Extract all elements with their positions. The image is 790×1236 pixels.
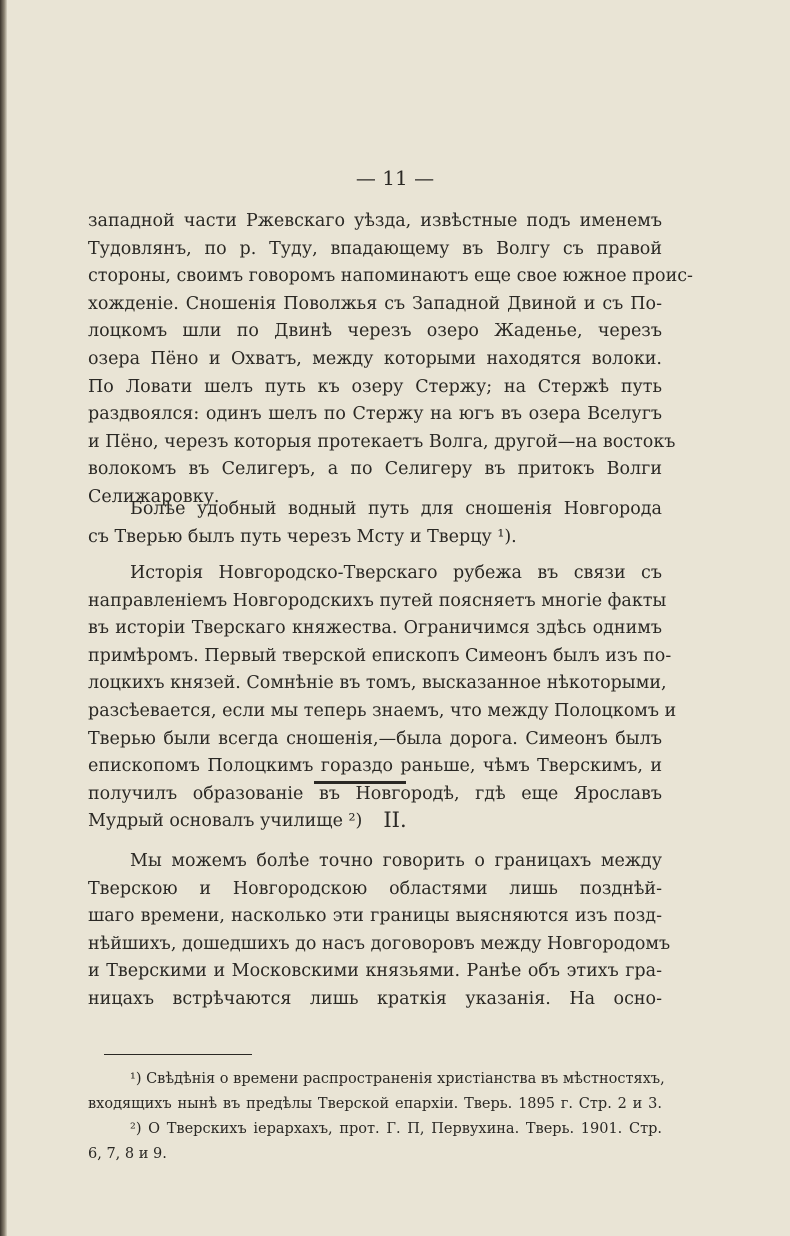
text-line: епископомъ Полоцкимъ гораздо раньше, чѣмъ Тверскимъ, и (88, 756, 662, 777)
text-line: лоцкихъ князей. Сомнѣніе въ томъ, высказанное нѣкоторыми, (88, 673, 667, 694)
section-heading: II. (383, 808, 407, 832)
text-line: хожденіе. Сношенія Поволжья съ Западной Двиной и съ По- (88, 293, 662, 314)
paragraph-1 (88, 208, 693, 512)
text-line: и Тверскими и Московскими князьями. Ранѣе объ этихъ гра- (88, 961, 662, 982)
text-line: примѣромъ. Первый тверской епископъ Симеонъ былъ изъ по- (88, 645, 672, 666)
text-line: Селижаровку. (88, 486, 220, 507)
paragraph-2 (88, 496, 662, 551)
text-line: Тверскою и Новгородскою областями лишь позднѣй- (88, 878, 662, 899)
section-paragraph (88, 848, 671, 1014)
footnotes (88, 1067, 665, 1167)
text-line: въ исторіи Тверскаго княжества. Ограничимся здѣсь однимъ (88, 618, 662, 639)
text-line: получилъ образованіе въ Новгородѣ, гдѣ еще Ярославъ (88, 783, 662, 804)
section-divider (314, 781, 406, 784)
text-line: лоцкомъ шли по Двинѣ черезъ озеро Жаденье, черезъ (88, 321, 662, 342)
footnote-line: входящихъ нынѣ въ предѣлы Тверской епархіи. Тверь. 1895 г. Стр. 2 и 3. (88, 1096, 662, 1112)
text-line: Болѣе удобный водный путь для сношенія Новгорода (130, 499, 662, 519)
text-line: озера Пёно и Охватъ, между которыми находятся волоки. (88, 348, 662, 369)
text-line: По Ловати шелъ путь къ озеру Стержу; на Стержѣ путь (88, 376, 662, 397)
paragraph-3 (88, 560, 677, 836)
text-line: Тверью были всегда сношенія,—была дорога. Симеонъ былъ (88, 728, 662, 749)
footnote-line: 6, 7, 8 и 9. (88, 1146, 167, 1162)
text-line: направленіемъ Новгородскихъ путей поясняетъ многіе факты (88, 590, 667, 611)
footnote-line: ²) О Тверскихъ іерархахъ, прот. Г. П, Первухина. Тверь. 1901. Стр. (130, 1121, 662, 1137)
footnote-rule (104, 1054, 252, 1055)
text-line: разсѣевается, если мы теперь знаемъ, что между Полоцкомъ и (88, 700, 677, 721)
text-line: Мы можемъ болѣе точно говорить о границахъ между (130, 851, 662, 871)
text-line: раздвоялся: одинъ шелъ по Стержу на югъ въ озера Вселугъ (88, 404, 662, 425)
text-line: ницахъ встрѣчаются лишь краткія указанія. На осно- (88, 988, 662, 1009)
text-line: и Пёно, черезъ которыя протекаетъ Волга, другой—на востокъ (88, 431, 676, 452)
text-line: волокомъ въ Селигеръ, а по Селигеру въ притокъ Волги (88, 459, 662, 480)
page-number: — 11 — (355, 166, 435, 190)
text-line: Исторія Новгородско-Тверскаго рубежа въ связи съ (130, 563, 662, 583)
text-line: Мудрый основалъ училище ²) (88, 811, 363, 832)
text-line: Тудовлянъ, по р. Туду, впадающему въ Волгу съ правой (88, 238, 662, 259)
text-line: съ Тверью былъ путь черезъ Мсту и Тверцу ¹). (88, 526, 517, 547)
text-line: нѣйшихъ, дошедшихъ до насъ договоровъ между Новгородомъ (88, 933, 671, 954)
text-line: западной части Ржевскаго уѣзда, извѣстные подъ именемъ (88, 211, 662, 231)
footnote-line: ¹) Свѣдѣнія о времени распространенія христіанства въ мѣстностяхъ, (130, 1071, 665, 1087)
text-line: стороны, своимъ говоромъ напоминаютъ еще свое южное проис- (88, 266, 693, 287)
text-line: шаго времени, насколько эти границы выясняются изъ позд- (88, 906, 662, 927)
